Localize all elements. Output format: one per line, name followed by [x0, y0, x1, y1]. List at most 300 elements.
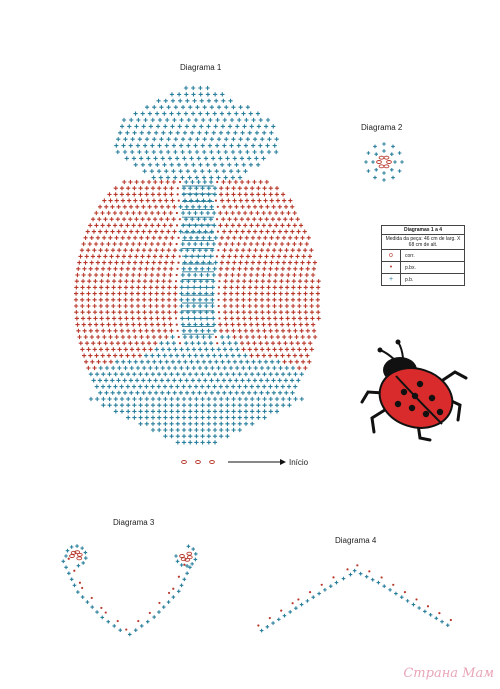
stitch-mark: [207, 169, 211, 173]
stitch-mark: [303, 347, 307, 351]
stitch-mark: [269, 397, 273, 401]
stitch-mark: [329, 584, 333, 588]
stitch-mark: [149, 310, 153, 314]
stitch-mark: [231, 372, 235, 376]
stitch-mark: [248, 310, 252, 314]
stitch-mark: [200, 372, 204, 376]
stitch-mark: [170, 261, 174, 265]
stitch-mark: [225, 416, 229, 420]
stitch-mark: [188, 105, 192, 109]
stitch-mark: [243, 223, 247, 227]
stitch-mark: [227, 254, 231, 258]
stitch-mark: [248, 298, 252, 302]
stitch-mark: [213, 428, 217, 432]
stitch-mark: [229, 304, 233, 308]
stitch-mark: [184, 92, 188, 96]
stitch-mark: [157, 409, 161, 413]
stitch-mark: [120, 192, 124, 196]
stitch-mark: [129, 230, 133, 234]
stitch-mark: [212, 242, 216, 246]
stitch-mark: [212, 354, 216, 358]
stitch-mark: [157, 144, 161, 148]
stitch-mark: [127, 335, 131, 339]
diagram-2-chart: [364, 142, 404, 182]
stitch-mark: [146, 156, 150, 160]
stitch-mark: [156, 99, 160, 103]
stitch-mark: [127, 236, 131, 240]
stitch-mark: [256, 403, 260, 407]
stitch-mark: [244, 372, 248, 376]
stitch-mark: [200, 385, 204, 389]
stitch-mark: [236, 279, 240, 283]
stitch-mark: [169, 329, 173, 333]
stitch-mark: [216, 366, 220, 370]
stitch-mark: [104, 378, 108, 382]
stitch-mark: [273, 279, 277, 283]
stitch-mark: [203, 137, 207, 141]
stitch-mark: [259, 378, 263, 382]
stitch-mark: [226, 131, 230, 135]
stitch-mark: [256, 163, 260, 167]
stitch-mark: [182, 403, 186, 407]
stitch-mark: [139, 422, 143, 426]
stitch-mark: [269, 131, 273, 135]
stitch-mark: [195, 335, 199, 339]
stitch-mark: [230, 273, 234, 277]
stitch-mark: [98, 248, 102, 252]
stitch-mark: [279, 292, 283, 296]
stitch-mark: [185, 124, 189, 128]
stitch-mark: [74, 310, 78, 314]
stitch-mark: [192, 366, 196, 370]
stitch-mark: [238, 397, 242, 401]
stitch-mark: [139, 199, 143, 203]
stitch-mark: [203, 378, 207, 382]
stitch-mark: [242, 124, 246, 128]
stitch-mark: [185, 99, 189, 103]
stitch-mark: [266, 310, 270, 314]
stitch-mark: [254, 285, 258, 289]
stitch-mark: [170, 422, 174, 426]
stitch-mark: [170, 335, 174, 339]
stitch-mark: [219, 416, 223, 420]
stitch-mark: [112, 316, 116, 320]
stitch-mark: [135, 378, 139, 382]
stitch-mark: [90, 236, 94, 240]
stitch-mark: [176, 416, 180, 420]
stitch-mark: [182, 186, 186, 190]
stitch-mark: [201, 118, 205, 122]
stitch-mark: [310, 316, 314, 320]
stitch-mark: [237, 211, 241, 215]
stitch-mark: [194, 192, 198, 196]
stitch-mark: [279, 347, 283, 351]
stitch-mark: [245, 199, 249, 203]
stitch-mark: [178, 124, 182, 128]
stitch-mark: [267, 316, 271, 320]
stitch-mark: [268, 242, 272, 246]
stitch-mark: [281, 267, 285, 271]
stitch-mark: [273, 285, 277, 289]
stitch-mark: [278, 378, 282, 382]
stitch-mark: [291, 248, 295, 252]
stitch-mark: [225, 434, 229, 438]
stitch-mark: [179, 144, 183, 148]
stitch-mark: [111, 285, 115, 289]
slip-stitch-icon: •: [382, 262, 401, 273]
stitch-mark: [189, 199, 193, 203]
stitch-mark: [244, 403, 248, 407]
stitch-mark: [214, 236, 218, 240]
stitch-mark: [266, 248, 270, 252]
stitch-mark: [275, 329, 279, 333]
stitch-mark: [367, 169, 371, 173]
stitch-mark: [180, 176, 184, 180]
stitch-mark: [129, 248, 133, 252]
stitch-mark: [249, 163, 253, 167]
stitch-mark: [256, 223, 260, 227]
stitch-mark: [255, 279, 259, 283]
stitch-mark: [364, 160, 368, 164]
stitch-mark: [254, 298, 258, 302]
stitch-mark: [133, 112, 137, 116]
stitch-mark: [228, 391, 232, 395]
stitch-mark: [174, 137, 178, 141]
stitch-mark: [193, 169, 197, 173]
stitch-mark: [292, 316, 296, 320]
stitch-mark: [236, 169, 240, 173]
stitch-mark: [141, 205, 145, 209]
stitch-mark: [100, 279, 104, 283]
stitch-mark: [150, 354, 154, 358]
stitch-mark: [249, 273, 253, 277]
stitch-mark: [406, 599, 410, 603]
stitch-mark: [267, 279, 271, 283]
stitch-mark: [256, 192, 260, 196]
stitch-mark: [278, 248, 282, 252]
stitch-mark: [269, 236, 273, 240]
stitch-mark: [313, 335, 317, 339]
stitch-mark: [160, 378, 164, 382]
stitch-mark: [108, 397, 112, 401]
stitch-mark: [114, 372, 118, 376]
stitch-mark: [193, 211, 197, 215]
stitch-mark: [269, 192, 273, 196]
stitch-mark: [93, 298, 97, 302]
slip-mark: [392, 584, 394, 586]
stitch-mark: [169, 385, 173, 389]
stitch-mark: [80, 546, 84, 550]
stitch-mark: [219, 422, 223, 426]
stitch-mark: [144, 223, 148, 227]
stitch-mark: [152, 150, 156, 154]
legend-row-chain: [382, 250, 464, 262]
stitch-mark: [176, 372, 180, 376]
stitch-mark: [145, 105, 149, 109]
stitch-mark: [225, 372, 229, 376]
stitch-mark: [203, 180, 207, 184]
stitch-mark: [163, 416, 167, 420]
stitch-mark: [213, 112, 217, 116]
stitch-mark: [367, 151, 371, 155]
stitch-mark: [281, 372, 285, 376]
stitch-mark: [228, 341, 232, 345]
stitch-mark: [162, 242, 166, 246]
stitch-mark: [213, 267, 217, 271]
stitch-mark: [173, 298, 177, 302]
stitch-mark: [203, 205, 207, 209]
stitch-mark: [208, 118, 212, 122]
stitch-mark: [264, 254, 268, 258]
stitch-mark: [175, 156, 179, 160]
stitch-mark: [301, 335, 305, 339]
stitch-mark: [299, 273, 303, 277]
stitch-mark: [107, 372, 111, 376]
chain-mark: [187, 556, 192, 559]
stitch-mark: [145, 186, 149, 190]
stitch-mark: [100, 273, 104, 277]
stitch-mark: [190, 180, 194, 184]
stitch-mark: [207, 192, 211, 196]
stitch-mark: [128, 254, 132, 258]
stitch-mark: [155, 316, 159, 320]
stitch-mark: [151, 428, 155, 432]
stitch-mark: [110, 217, 114, 221]
stitch-mark: [152, 236, 156, 240]
stitch-mark: [258, 254, 262, 258]
stitch-mark: [64, 565, 68, 569]
stitch-mark: [145, 236, 149, 240]
slip-mark: [415, 598, 417, 600]
stitch-mark: [266, 292, 270, 296]
stitch-mark: [284, 378, 288, 382]
stitch-mark: [136, 304, 140, 308]
stitch-mark: [225, 329, 229, 333]
stitch-mark: [289, 360, 293, 364]
stitch-mark: [95, 397, 99, 401]
stitch-mark: [260, 150, 264, 154]
stitch-mark: [217, 347, 221, 351]
stitch-mark: [231, 186, 235, 190]
stitch-mark: [317, 316, 321, 320]
ladybug-spot: [395, 401, 401, 407]
stitch-mark: [163, 385, 167, 389]
stitch-mark: [80, 347, 84, 351]
stitch-mark: [230, 323, 234, 327]
stitch-mark: [302, 341, 306, 345]
slip-mark: [176, 274, 178, 276]
stitch-mark: [310, 347, 314, 351]
stitch-mark: [197, 378, 201, 382]
stitch-mark: [194, 385, 198, 389]
stitch-mark: [214, 360, 218, 364]
stitch-mark: [253, 378, 257, 382]
stitch-mark: [256, 416, 260, 420]
stitch-mark: [398, 169, 402, 173]
ladybug-spot: [417, 381, 423, 387]
stitch-mark: [245, 261, 249, 265]
stitch-mark: [194, 409, 198, 413]
stitch-mark: [118, 131, 122, 135]
stitch-mark: [106, 242, 110, 246]
stitch-mark: [272, 292, 276, 296]
stitch-mark: [225, 192, 229, 196]
stitch-mark: [200, 329, 204, 333]
stitch-mark: [138, 385, 142, 389]
stitch-mark: [161, 310, 165, 314]
stitch-mark: [222, 230, 226, 234]
stitch-mark: [293, 329, 297, 333]
stitch-mark: [182, 440, 186, 444]
stitch-mark: [248, 131, 252, 135]
stitch-mark: [256, 329, 260, 333]
slip-mark: [117, 620, 119, 622]
stitch-mark: [236, 316, 240, 320]
stitch-mark: [92, 378, 96, 382]
legend-title: Diagramas 1 a 4: [382, 226, 464, 235]
stitch-mark: [117, 298, 121, 302]
stitch-mark: [232, 261, 236, 265]
stitch-mark: [243, 323, 247, 327]
stitch-mark: [217, 150, 221, 154]
stitch-mark: [102, 199, 106, 203]
stitch-mark: [179, 169, 183, 173]
stitch-mark: [196, 360, 200, 364]
chain-mark: [77, 557, 82, 560]
stitch-mark: [127, 261, 131, 265]
stitch-mark: [264, 124, 268, 128]
stitch-mark: [104, 391, 108, 395]
stitch-mark: [304, 310, 308, 314]
stitch-mark: [173, 176, 177, 180]
stitch-mark: [149, 124, 153, 128]
stitch-mark: [75, 273, 79, 277]
stitch-mark: [183, 335, 187, 339]
stitch-mark: [173, 366, 177, 370]
slip-mark: [218, 305, 220, 307]
stitch-mark: [373, 176, 377, 180]
stitch-mark: [207, 409, 211, 413]
stitch-mark: [213, 422, 217, 426]
stitch-mark: [230, 279, 234, 283]
stitch-mark: [216, 118, 220, 122]
stitch-mark: [306, 599, 310, 603]
stitch-mark: [93, 279, 97, 283]
stitch-mark: [255, 242, 259, 246]
stitch-mark: [230, 118, 234, 122]
stitch-mark: [61, 559, 65, 563]
stitch-mark: [138, 354, 142, 358]
stitch-mark: [287, 372, 291, 376]
stitch-mark: [83, 261, 87, 265]
stitch-mark: [77, 335, 81, 339]
stitch-mark: [130, 285, 134, 289]
stitch-mark: [206, 92, 210, 96]
stitch-mark: [250, 192, 254, 196]
stitch-legend: [381, 225, 465, 286]
stitch-mark: [254, 292, 258, 296]
stitch-mark: [151, 186, 155, 190]
stitch-mark: [222, 391, 226, 395]
stitch-mark: [232, 409, 236, 413]
stitch-mark: [232, 199, 236, 203]
stitch-mark: [168, 242, 172, 246]
stitch-mark: [176, 422, 180, 426]
stitch-mark: [145, 403, 149, 407]
stitch-mark: [423, 610, 427, 614]
stitch-mark: [260, 366, 264, 370]
slip-mark: [216, 342, 218, 344]
stitch-mark: [132, 385, 136, 389]
stitch-mark: [184, 86, 188, 90]
stitch-mark: [234, 341, 238, 345]
ladybug-spot: [409, 405, 415, 411]
stitch-mark: [225, 354, 229, 358]
stitch-mark: [167, 347, 171, 351]
stitch-mark: [146, 620, 150, 624]
stitch-mark: [118, 279, 122, 283]
stitch-mark: [114, 409, 118, 413]
stitch-mark: [220, 92, 224, 96]
stitch-mark: [117, 366, 121, 370]
stitch-mark: [136, 347, 140, 351]
stitch-mark: [260, 292, 264, 296]
slip-mark: [218, 280, 220, 282]
stitch-mark: [89, 397, 93, 401]
stitch-mark: [157, 169, 161, 173]
stitch-mark: [235, 285, 239, 289]
stitch-mark: [268, 273, 272, 277]
stitch-mark: [295, 360, 299, 364]
stitch-mark: [82, 267, 86, 271]
stitch-mark: [235, 310, 239, 314]
stitch-mark: [184, 112, 188, 116]
stitch-mark: [270, 360, 274, 364]
stitch-mark: [252, 118, 256, 122]
stitch-mark: [271, 254, 275, 258]
stitch-mark: [284, 230, 288, 234]
stitch-mark: [118, 310, 122, 314]
stitch-mark: [183, 577, 187, 581]
stitch-mark: [159, 137, 163, 141]
stitch-mark: [158, 199, 162, 203]
stitch-mark: [105, 347, 109, 351]
ladybug-spot: [429, 395, 435, 401]
stitch-mark: [259, 230, 263, 234]
stitch-mark: [106, 323, 110, 327]
stitch-mark: [241, 112, 245, 116]
stitch-mark: [114, 236, 118, 240]
stitch-mark: [218, 242, 222, 246]
stitch-mark: [285, 347, 289, 351]
stitch-mark: [170, 403, 174, 407]
stitch-mark: [75, 279, 79, 283]
stitch-mark: [91, 217, 95, 221]
stitch-mark: [239, 199, 243, 203]
slip-mark: [218, 293, 220, 295]
stitch-mark: [102, 236, 106, 240]
slip-mark: [91, 597, 93, 599]
stitch-mark: [194, 440, 198, 444]
stitch-mark: [99, 347, 103, 351]
stitch-mark: [221, 341, 225, 345]
stitch-mark: [207, 372, 211, 376]
stitch-mark: [101, 329, 105, 333]
stitch-mark: [229, 366, 233, 370]
stitch-mark: [275, 385, 279, 389]
stitch-mark: [242, 279, 246, 283]
stitch-mark: [284, 205, 288, 209]
